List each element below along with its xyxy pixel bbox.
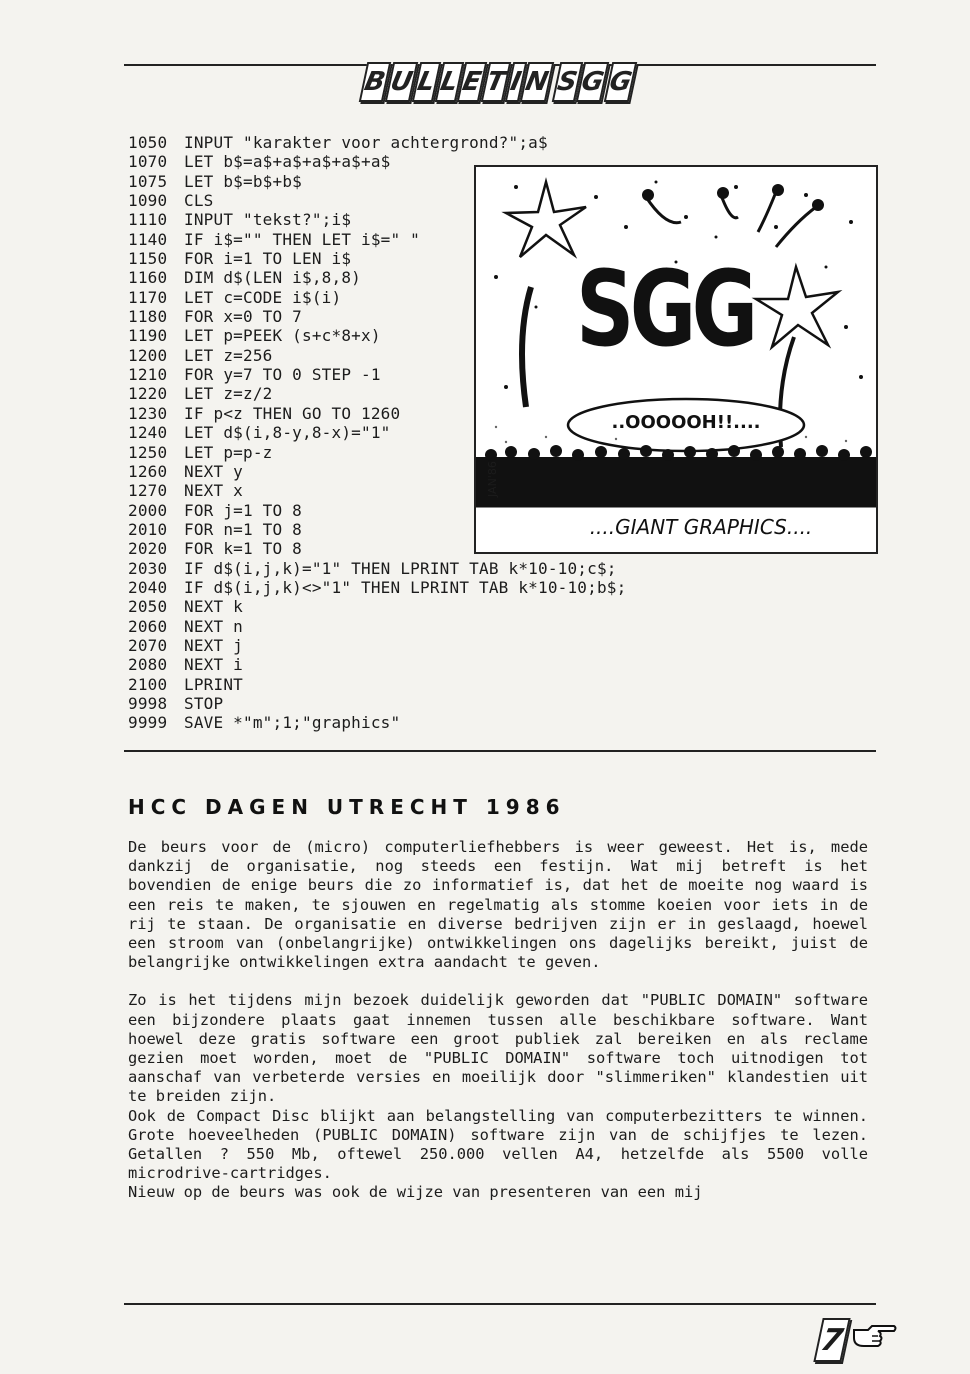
line-number: 1210: [128, 365, 168, 385]
code-line: [128, 578, 728, 597]
line-number: 1190: [128, 326, 168, 346]
line-number: 9998: [128, 693, 168, 713]
line-number: 1150: [128, 249, 168, 269]
speech-bubble-text: ..OOOOOH!!....: [611, 412, 761, 433]
code-line: [128, 694, 728, 713]
masthead-bulletin-sgg: [363, 60, 633, 104]
line-number: 1140: [128, 229, 168, 249]
code-statement: SAVE *"m";1;"graphics": [184, 713, 401, 733]
line-number: 1160: [128, 268, 168, 288]
code-statement: FOR k=1 TO 8: [184, 539, 302, 559]
article-paragraph: De beurs voor de (micro) computerliefhebbers is weer geweest. Het is, mede dankzij de organisatie, nog steeds een festijn. Wat mij betreft is het bovendien de enige beurs die zo informatief is, dat het de moeite nog waard is een reis te maken, te sjouwen en regelmatig als stomme koeien voor iets in de rij te staan. De organisatie en diverse bedrijven zijn er in geslaagd, hoewel een stroom van (onbelangrijke) ontwikkelingen ons dagelijks bereikt, juist de belangrijke ontwikkelingen extra aandacht te geven.: [128, 838, 868, 972]
code-statement: NEXT j: [184, 635, 243, 655]
code-statement: NEXT y: [184, 461, 243, 481]
line-number: 1240: [128, 423, 168, 443]
code-statement: LET b$=a$+a$+a$+a$+a$: [184, 152, 391, 172]
line-number: 1250: [128, 442, 168, 462]
code-statement: IF d$(i,j,k)<>"1" THEN LPRINT TAB k*10-10;b$;: [184, 577, 627, 597]
artist-signature: JAN'86: [486, 461, 499, 497]
code-line: [128, 559, 728, 578]
line-number: 2020: [128, 539, 168, 559]
code-statement: FOR j=1 TO 8: [184, 500, 302, 520]
code-statement: LET p=PEEK (s+c*8+x): [184, 326, 381, 346]
line-number: 1075: [128, 171, 168, 191]
code-statement: NEXT n: [184, 616, 243, 636]
code-statement: LET d$(i,8-y,8-x)="1": [184, 423, 391, 443]
line-number: 1200: [128, 345, 168, 365]
code-statement: LET z=256: [184, 345, 273, 365]
article-paragraph: Zo is het tijdens mijn bezoek duidelijk geworden dat "PUBLIC DOMAIN" software een bijzondere plaats gaat innemen tussen alle beschikbare software. Want hoewel deze gratis software een groot publiek zal bereiken en als reclame gezien moet worden, moet de "PUBLIC DOMAIN" software toch uitnodigen tot aanschaf van verbeterde versies en moeilijk door "slimmeriken" klandestien uit te breiden zijn.: [128, 991, 868, 1106]
line-number: 2030: [128, 558, 168, 578]
line-number: 2070: [128, 635, 168, 655]
line-number: 1070: [128, 152, 168, 172]
code-line: [128, 617, 728, 636]
code-statement: FOR y=7 TO 0 STEP -1: [184, 365, 381, 385]
masthead-letter: S: [551, 62, 582, 102]
comic-sgg-logo: SGG: [576, 248, 754, 370]
article-paragraph: Nieuw op de beurs was ook de wijze van presenteren van een mij: [128, 1183, 703, 1202]
code-statement: IF d$(i,j,k)="1" THEN LPRINT TAB k*10-10;c$;: [184, 558, 617, 578]
code-statement: INPUT "karakter voor achtergrond?";a$: [184, 133, 548, 152]
code-statement: LET b$=b$+b$: [184, 171, 302, 191]
line-number: 2000: [128, 500, 168, 520]
code-statement: IF p<z THEN GO TO 1260: [184, 403, 401, 423]
masthead-letter: L: [412, 62, 441, 102]
masthead-letter: U: [385, 62, 419, 102]
code-statement: FOR i=1 TO LEN i$: [184, 249, 352, 269]
code-line: [128, 133, 728, 152]
article-paragraph: Ook de Compact Disc blijkt aan belangstelling van computerbezitters te winnen. Grote hoeveelheden (PUBLIC DOMAIN) software zijn van de schijfjes te lezen. Getallen ? 550 Mb, oftewel 250.000 vellen A4, hetzelfde als 5500 volle microdrive-cartridges.: [128, 1106, 868, 1183]
code-line: [128, 655, 728, 674]
code-statement: NEXT x: [184, 481, 243, 501]
line-number: 1220: [128, 384, 168, 404]
code-statement: INPUT "tekst?";i$: [184, 210, 352, 230]
line-number: 1170: [128, 287, 168, 307]
line-number: 1090: [128, 191, 168, 211]
article-body: [128, 838, 868, 1203]
code-statement: LET z=z/2: [184, 384, 273, 404]
masthead-letter: T: [481, 62, 511, 102]
code-statement: STOP: [184, 693, 224, 713]
line-number: 1180: [128, 307, 168, 327]
line-number: 2010: [128, 519, 168, 539]
article-title: HCC DAGEN UTRECHT 1986: [128, 795, 566, 819]
line-number: 1260: [128, 461, 168, 481]
code-line: [128, 597, 728, 616]
masthead-letter: B: [359, 62, 391, 102]
line-number: 9999: [128, 713, 168, 733]
masthead-letter: L: [434, 62, 463, 102]
comic-caption: ....GIANT GRAPHICS....: [589, 515, 813, 539]
masthead-letter: I: [504, 62, 526, 102]
line-number: 2080: [128, 655, 168, 675]
code-statement: FOR n=1 TO 8: [184, 519, 302, 539]
line-number: 1270: [128, 481, 168, 501]
pointing-hand-icon: [850, 1322, 898, 1352]
line-number: 1230: [128, 403, 168, 423]
masthead-letter: G: [603, 62, 637, 102]
masthead-letter: G: [576, 62, 610, 102]
code-statement: NEXT i: [184, 655, 243, 675]
code-statement: IF i$="" THEN LET i$=" ": [184, 229, 420, 249]
code-statement: CLS: [184, 191, 214, 211]
code-line: [128, 713, 728, 732]
masthead-letter: N: [520, 62, 554, 102]
code-statement: DIM d$(LEN i$,8,8): [184, 268, 361, 288]
line-number: 2100: [128, 674, 168, 694]
line-number: 1050: [128, 133, 168, 152]
code-statement: LET c=CODE i$(i): [184, 287, 342, 307]
page-number: 7: [813, 1318, 850, 1362]
code-statement: NEXT k: [184, 597, 243, 617]
code-line: [128, 675, 728, 694]
footer-rule: [124, 1303, 876, 1305]
section-rule: [124, 750, 876, 752]
line-number: 1110: [128, 210, 168, 230]
line-number: 2050: [128, 597, 168, 617]
sgg-comic-illustration: [474, 165, 878, 554]
code-line: [128, 636, 728, 655]
code-statement: LPRINT: [184, 674, 243, 694]
code-statement: FOR x=0 TO 7: [184, 307, 302, 327]
masthead-letter: E: [457, 62, 487, 102]
code-statement: LET p=p-z: [184, 442, 273, 462]
line-number: 2040: [128, 577, 168, 597]
line-number: 2060: [128, 616, 168, 636]
